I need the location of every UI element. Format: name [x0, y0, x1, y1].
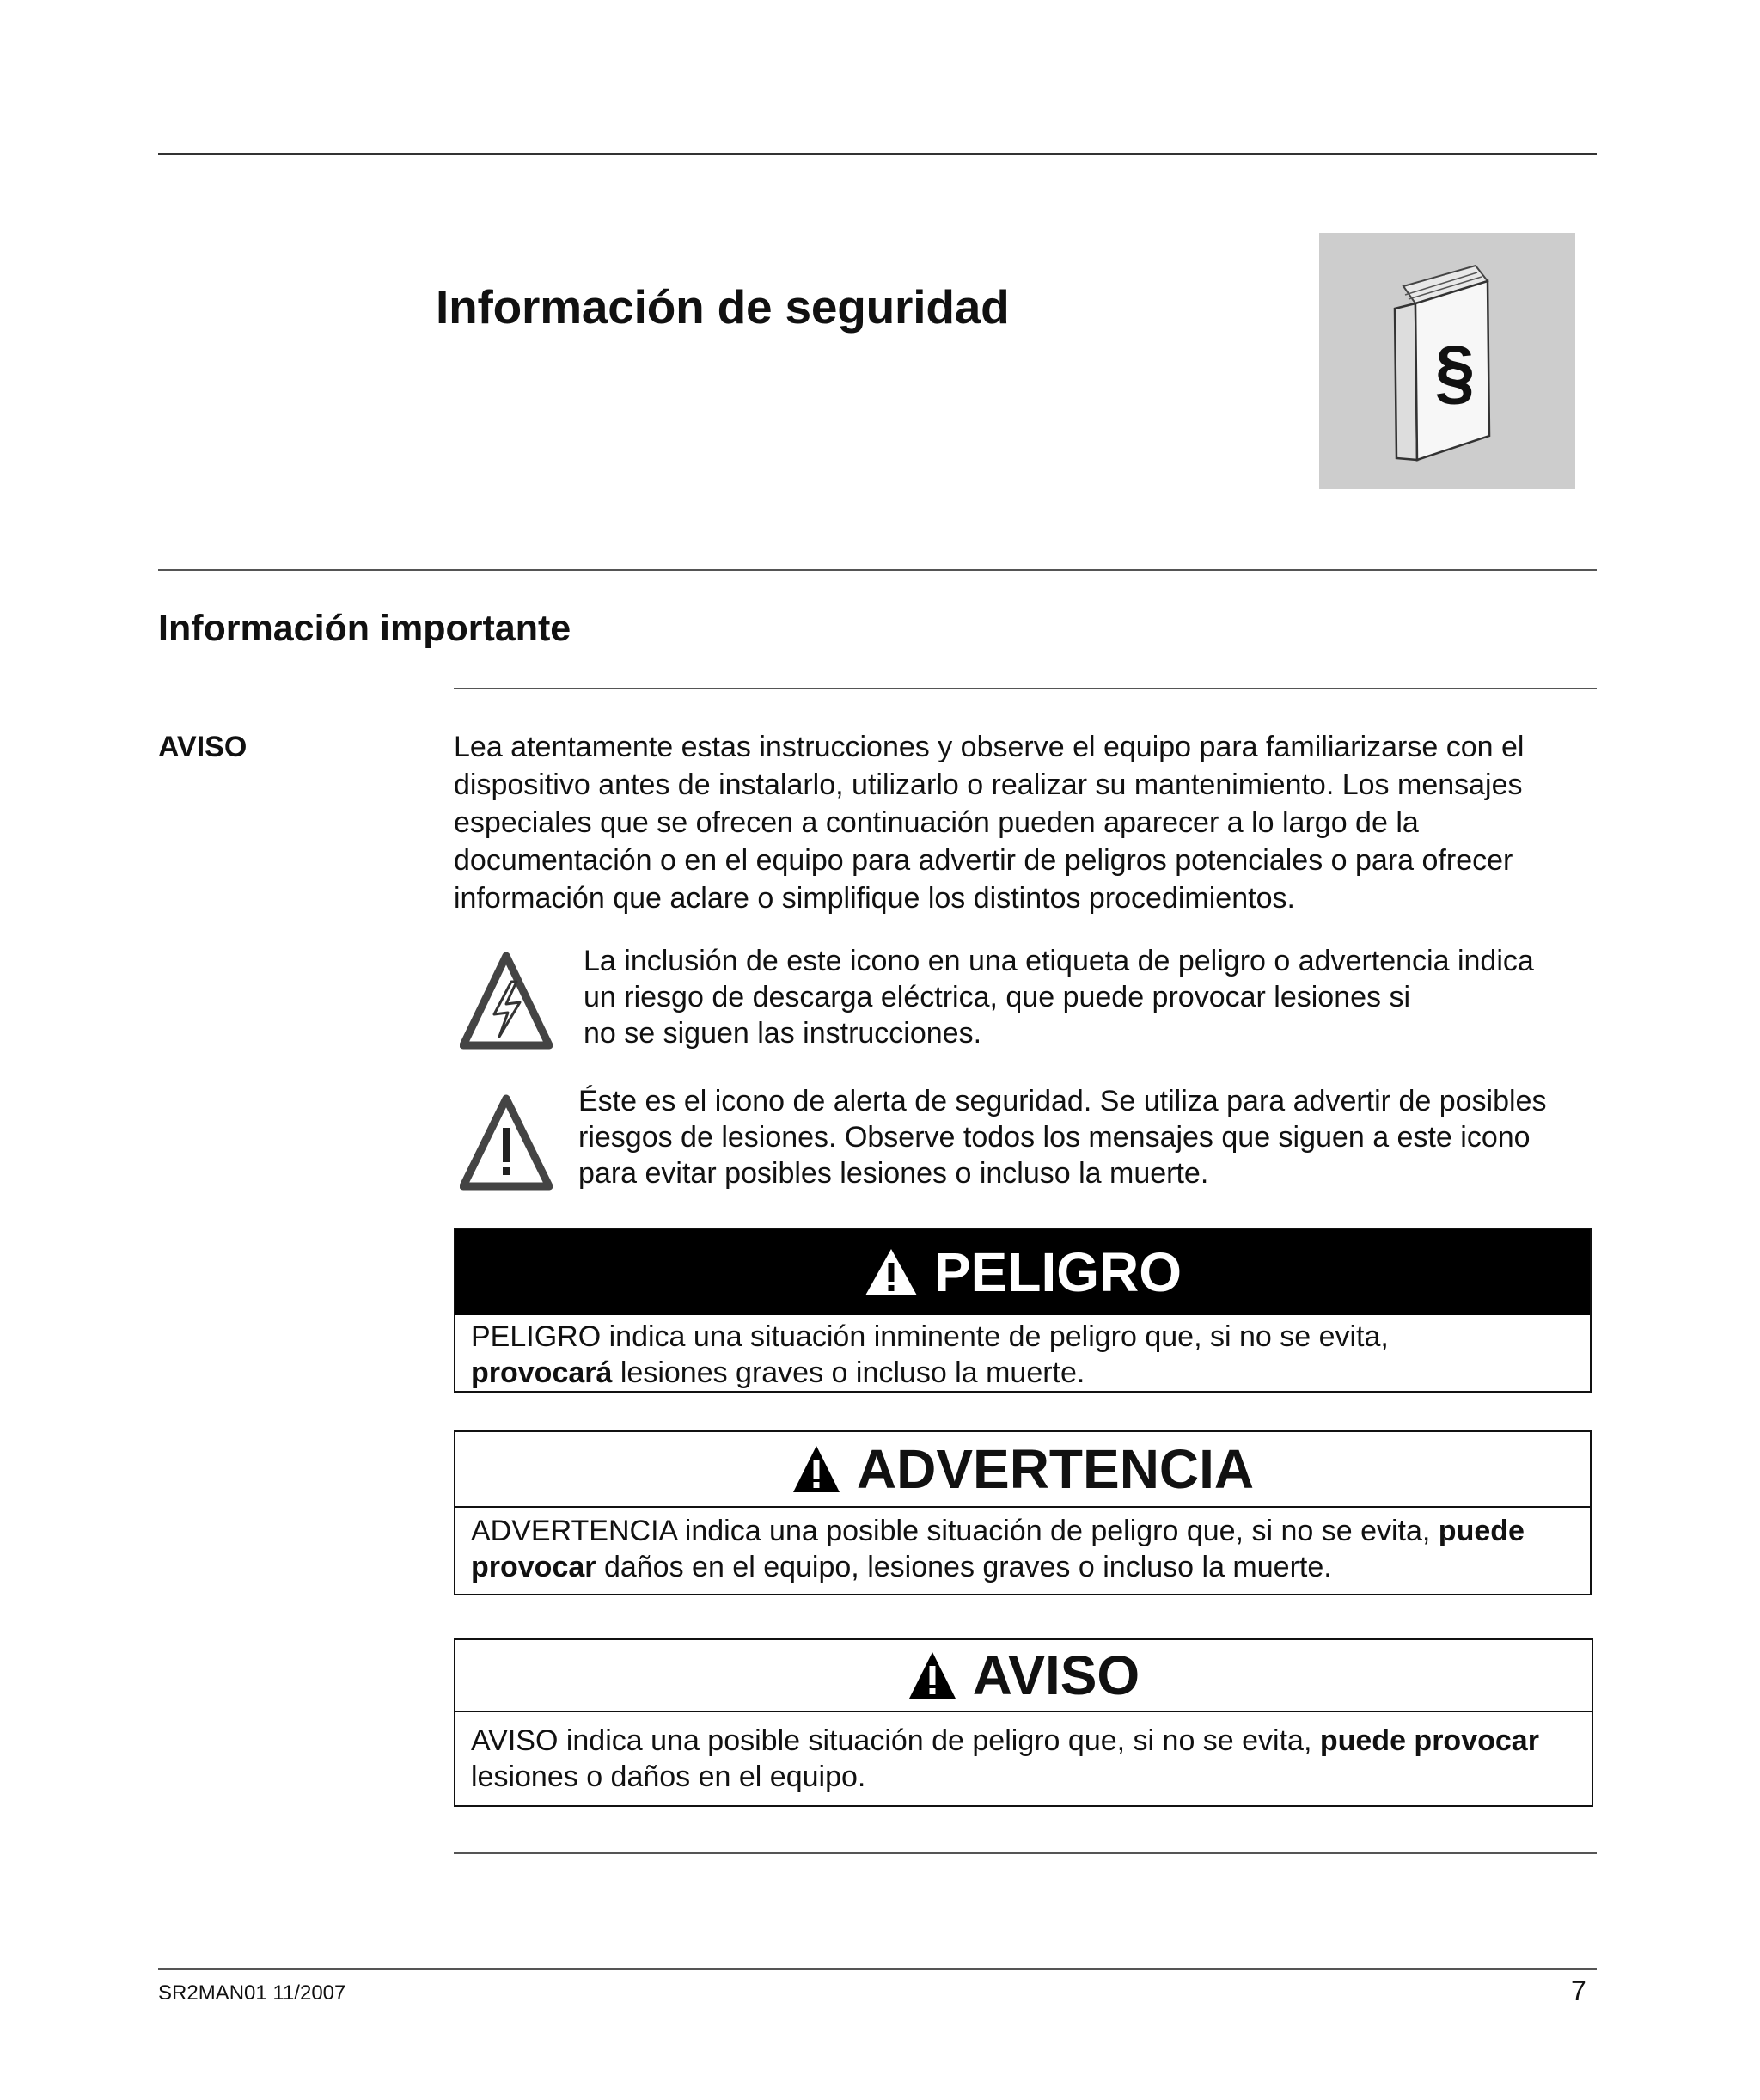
warning-triangle-icon — [791, 1444, 841, 1494]
section-book-icon — [1319, 233, 1575, 489]
footer-doc-reference: SR2MAN01 11/2007 — [158, 1981, 346, 2005]
advertencia-line — [471, 1513, 1574, 1549]
alert-line: para evitar posibles lesiones o incluso la muerte. — [578, 1157, 1209, 1190]
advertencia-bold: puede — [1438, 1515, 1525, 1547]
section-rule — [158, 569, 1597, 571]
shock-line: no se siguen las instrucciones. — [584, 1017, 982, 1050]
end-rule — [454, 1852, 1597, 1854]
alert-line: riesgos de lesiones. Observe todos los mensajes que siguen a este icono — [578, 1121, 1531, 1154]
advertencia-description — [455, 1508, 1590, 1585]
shock-line: La inclusión de este icono en una etiqueta de peligro o advertencia indica — [584, 945, 1534, 977]
advertencia-message-box — [454, 1430, 1592, 1595]
footer-rule — [158, 1968, 1597, 1970]
advertencia-heading: ADVERTENCIA — [856, 1438, 1255, 1500]
aviso-text: AVISO indica una posible situación de peligro que, si no se evita, — [471, 1724, 1320, 1757]
advertencia-text: ADVERTENCIA indica una posible situación de peligro que, si no se evita, — [471, 1515, 1439, 1547]
peligro-header — [455, 1229, 1590, 1315]
content-rule — [454, 688, 1597, 689]
advertencia-header — [455, 1432, 1590, 1508]
page-number: 7 — [1571, 1975, 1586, 2006]
intro-paragraph: Lea atentamente estas instrucciones y observe el equipo para familiarizarse con el dispositivo antes de instalarlo, utilizarlo o realizar su mantenimiento. Los mensajes especiales que se ofrecen a continuación pueden aparecer a lo largo de la documentación o en el equipo para advertir de peligros potenciales o para ofrecer información que aclare o simplifique los distintos procedimientos. — [454, 731, 1525, 915]
peligro-line: PELIGRO indica una situación inminente de peligro que, si no se evita, — [471, 1320, 1389, 1353]
aviso-heading: AVISO — [972, 1644, 1140, 1706]
warning-triangle-icon — [864, 1247, 919, 1297]
peligro-heading: PELIGRO — [933, 1241, 1182, 1303]
peligro-line — [471, 1355, 1574, 1391]
aviso-header — [455, 1640, 1592, 1712]
safety-alert-icon — [460, 1093, 553, 1191]
electric-shock-warning-icon — [460, 951, 553, 1050]
peligro-bold: provocará — [471, 1356, 613, 1389]
aviso-bold: puede provocar — [1319, 1724, 1539, 1757]
aviso-description — [455, 1712, 1592, 1795]
shock-icon-description — [584, 943, 1572, 1051]
warning-triangle-icon — [908, 1650, 957, 1700]
aviso-message-box — [454, 1638, 1593, 1807]
peligro-description — [455, 1315, 1590, 1391]
section-title: Información importante — [158, 608, 571, 649]
advertencia-bold: provocar — [471, 1551, 596, 1583]
aviso-side-label: AVISO — [158, 731, 248, 763]
peligro-message-box — [454, 1228, 1592, 1393]
aviso-line — [471, 1723, 1576, 1759]
peligro-tail: lesiones graves o incluso la muerte. — [612, 1356, 1085, 1389]
alert-line: Éste es el icono de alerta de seguridad. Se utiliza para advertir de posibles — [578, 1085, 1547, 1117]
page-title: Información de seguridad — [436, 280, 1010, 334]
alert-icon-description — [578, 1083, 1584, 1191]
shock-line: un riesgo de descarga eléctrica, que puede provocar lesiones si — [584, 981, 1411, 1013]
advertencia-line — [471, 1549, 1574, 1585]
book-illustration — [1319, 233, 1575, 489]
aviso-line: lesiones o daños en el equipo. — [471, 1760, 866, 1793]
advertencia-tail: daños en el equipo, lesiones graves o incluso la muerte. — [596, 1551, 1332, 1583]
top-rule — [158, 153, 1597, 155]
svg-text:§: § — [1434, 331, 1476, 412]
